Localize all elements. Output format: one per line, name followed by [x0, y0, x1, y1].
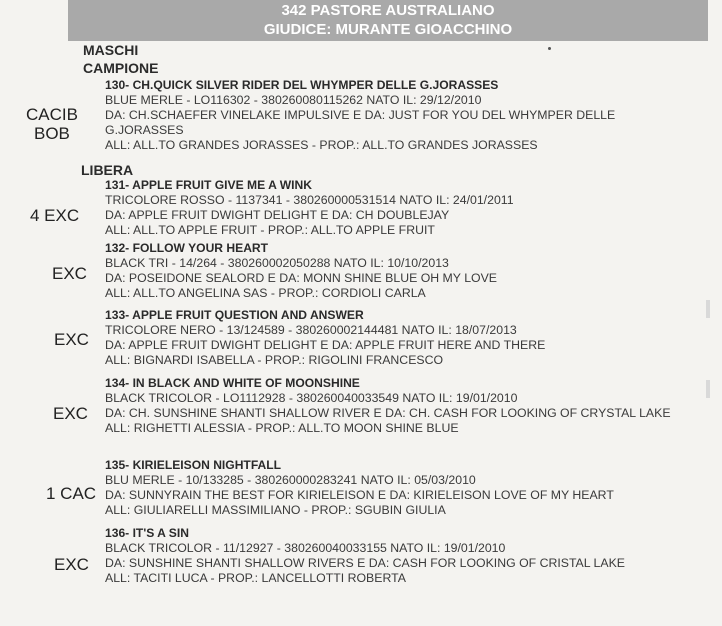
entry-132 [105, 241, 717, 301]
result-130-cacib: CACIB [26, 105, 78, 124]
result-131: 4 EXC [30, 206, 80, 225]
section-maschi: MASCHI [83, 42, 139, 58]
entry-parents: DA: CH.SCHAEFER VINELAKE IMPULSIVE E DA: JUST FOR YOU DEL WHYMPER DELLE G.JORASSES [105, 108, 616, 137]
entry-title: 132- FOLLOW YOUR HEART [105, 241, 269, 255]
entry-owner: ALL: RIGHETTI ALESSIA - PROP.: ALL.TO MOON SHINE BLUE [105, 421, 459, 435]
entry-details: BLACK TRICOLOR - LO1112928 - 380260040033549 NATO IL: 19/01/2010 [105, 391, 518, 405]
entry-owner: ALL: ALL.TO GRANDES JORASSES - PROP.: ALL.TO GRANDES JORASSES [105, 138, 538, 152]
entry-parents: DA: CH. SUNSHINE SHANTI SHALLOW RIVER E DA: CH. CASH FOR LOOKING OF CRYSTAL LAKE [105, 406, 671, 420]
entry-parents: DA: SUNNYRAIN THE BEST FOR KIRIELEISON E DA: KIRIELEISON LOVE OF MY HEART [105, 488, 614, 502]
breed-title: 342 PASTORE AUSTRALIANO [281, 2, 495, 19]
entry-130 [105, 78, 717, 153]
entry-details: BLACK TRI - 14/264 - 380260002050288 NATO IL: 10/10/2013 [105, 256, 449, 270]
entry-details: TRICOLORE NERO - 13/124589 - 380260002144481 NATO IL: 18/07/2013 [105, 323, 517, 337]
entry-133 [105, 308, 717, 368]
result-130-bob: BOB [34, 124, 70, 143]
entry-details: BLU MERLE - 10/133285 - 380260000283241 NATO IL: 05/03/2010 [105, 473, 476, 487]
entry-parents: DA: POSEIDONE SEALORD E DA: MONN SHINE BLUE OH MY LOVE [105, 271, 497, 285]
entry-owner: ALL: BIGNARDI ISABELLA - PROP.: RIGOLINI FRANCESCO [105, 353, 444, 367]
judge-name: GIUDICE: MURANTE GIOACCHINO [263, 21, 513, 38]
entry-details: BLACK TRICOLOR - 11/12927 - 380260040033155 NATO IL: 19/01/2010 [105, 541, 506, 555]
entry-parents: DA: SUNSHINE SHANTI SHALLOW RIVERS E DA: CASH FOR LOOKING OF CRISTAL LAKE [105, 556, 625, 570]
scan-edge-mark [706, 300, 710, 318]
breed-header [68, 0, 708, 41]
entry-owner: ALL: GIULIARELLI MASSIMILIANO - PROP.: SGUBIN GIULIA [105, 503, 446, 517]
entry-131 [105, 178, 717, 238]
entry-title: 136- IT'S A SIN [105, 526, 189, 540]
result-135: 1 CAC [46, 484, 97, 503]
section-campione: CAMPIONE [83, 60, 159, 76]
entry-134 [105, 376, 717, 436]
result-132: EXC [52, 264, 87, 283]
scan-edge-mark [706, 380, 710, 398]
entry-owner: ALL: ALL.TO ANGELINA SAS - PROP.: CORDIOLI CARLA [105, 286, 426, 300]
entry-title: 133- APPLE FRUIT QUESTION AND ANSWER [105, 308, 364, 322]
entry-title: 134- IN BLACK AND WHITE OF MOONSHINE [105, 376, 360, 390]
entry-details: BLUE MERLE - LO116302 - 380260080115262 NATO IL: 29/12/2010 [105, 93, 482, 107]
result-133: EXC [54, 330, 89, 349]
entry-owner: ALL: ALL.TO APPLE FRUIT - PROP.: ALL.TO APPLE FRUIT [105, 223, 435, 237]
entry-136 [105, 526, 717, 586]
section-libera: LIBERA [81, 162, 134, 178]
entry-details: TRICOLORE ROSSO - 1137341 - 380260000531514 NATO IL: 24/01/2011 [105, 193, 514, 207]
result-134: EXC [53, 404, 88, 423]
entry-title: 131- APPLE FRUIT GIVE ME A WINK [105, 178, 312, 192]
entry-title: 135- KIRIELEISON NIGHTFALL [105, 458, 282, 472]
entry-parents: DA: APPLE FRUIT DWIGHT DELIGHT E DA: CH DOUBLEJAY [105, 208, 450, 222]
print-speck [548, 47, 551, 50]
entry-owner: ALL: TACITI LUCA - PROP.: LANCELLOTTI ROBERTA [105, 571, 406, 585]
result-136: EXC [54, 555, 89, 574]
entry-parents: DA: APPLE FRUIT DWIGHT DELIGHT E DA: APPLE FRUIT HERE AND THERE [105, 338, 546, 352]
entry-title: 130- CH.QUICK SILVER RIDER DEL WHYMPER DELLE G.JORASSES [105, 78, 499, 92]
entry-135 [105, 458, 717, 518]
